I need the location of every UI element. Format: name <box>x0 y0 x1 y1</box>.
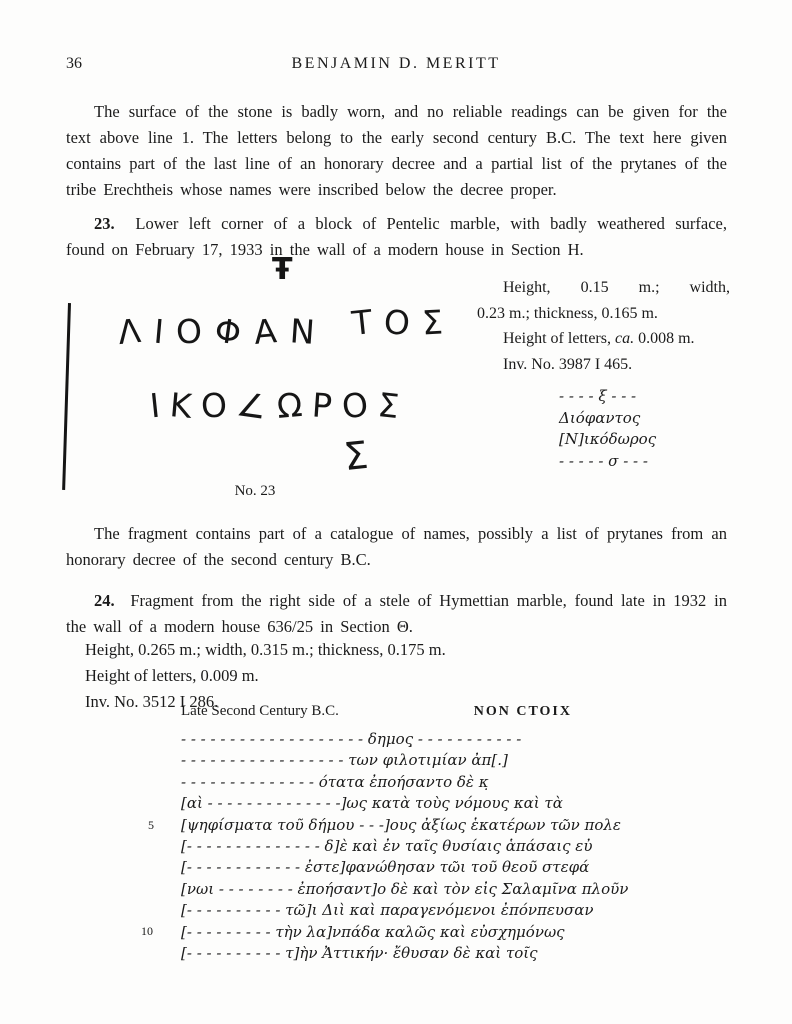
greek-line: [νωι - - - - - - - - ἐποήσαντ]ο δὲ καὶ τὸν εἰς Σαλαμῖνα πλοῦν <box>181 879 629 898</box>
intro-paragraph: The surface of the stone is badly worn, and no reliable readings can be given for the text above line 1. The letters belong to the early second century B.C. The text here given contains part of the last line of an honorary decree and a partial list of the prytanes of the tribe Erechtheis whose names were inscribed below the decree proper. <box>66 101 727 199</box>
dim24-line: Height of letters, 0.009 m. <box>85 666 259 685</box>
transcription-23-line: Διόφαντος <box>559 408 641 427</box>
drawing-row-1-right: Τ Ο Σ <box>350 301 445 344</box>
dim23-line3-ca: ca. <box>614 330 635 347</box>
drawing-row-2: Ι Κ Ο ∠ Ω Ρ Ο Σ <box>147 384 401 427</box>
date-label: Late Second Century B.C. <box>181 703 339 719</box>
dim23-line1: Height, 0.15 m.; width, <box>503 279 730 296</box>
transcription-23 <box>559 386 656 472</box>
dimensions-23 <box>477 275 730 377</box>
entry-24-text: Fragment from the right side of a stele of Hymettian marble, found late in 1932 in the wall of a modern house 636/25 in Section Θ. <box>66 590 728 636</box>
greek-line: [ψηφίσματα τοῦ δήμου - - -]ους ἀξίως ἑκατέρων τῶν πολε <box>181 815 621 834</box>
entry-24-paragraph <box>66 588 727 640</box>
drawing-row-3: Σ <box>341 432 371 480</box>
greek-line: [- - - - - - - - - - τῶ]ι Διὶ καὶ παραγενόμενοι ἐπόνπευσαν <box>181 901 594 920</box>
running-head: BENJAMIN D. MERITT <box>291 55 501 72</box>
greek-line: [- - - - - - - - - - - - ἐστε]φανώθησαν τῶι τοῦ θεοῦ στεφά <box>181 858 590 877</box>
entry-24-number: 24. <box>94 590 115 610</box>
dim23-line4: Inv. No. 3987 I 465. <box>503 355 633 373</box>
dim23-line3-post: 0.008 m. <box>634 330 695 347</box>
fragment-paragraph: The fragment contains part of a catalogue of names, possibly a list of prytanes from an honorary decree of the second century B.C. <box>66 523 727 569</box>
greek-line: - - - - - - - - - - - - - - - - - των φιλοτιμίαν ἀπ[.] <box>181 751 508 770</box>
greek-line: [αὶ - - - - - - - - - - - - - -]ως κατὰ τοὺς νόμους καὶ τὰ <box>181 794 563 813</box>
greek-text-heading <box>181 703 572 720</box>
transcription-23-line: - - - - ξ - - - <box>559 387 637 405</box>
dim24-line: Height, 0.265 m.; width, 0.315 m.; thickness, 0.175 m. <box>85 640 446 659</box>
entry-23-number: 23. <box>94 213 115 233</box>
stone-edge-line <box>62 303 71 490</box>
greek-line: - - - - - - - - - - - - - - ότατα ἐποήσαντο δὲ κ̣ <box>181 772 489 791</box>
greek-line: [- - - - - - - - - τὴν λα]νπάδα καλῶς καὶ εὐσχημόνως <box>181 922 565 941</box>
dim23-line3 <box>477 326 730 352</box>
dim23-line2: 0.23 m.; thickness, 0.165 m. <box>477 304 658 322</box>
drawing-row-1-left: Λ Ι Ο Φ Α Ν <box>116 310 316 353</box>
dim24-line: Inv. No. 3512 I 286. <box>85 692 219 711</box>
non-stoichedon-label: NON CTOIX <box>473 704 572 719</box>
greek-text-24 <box>181 729 628 964</box>
line-number-10: 10 <box>141 924 153 938</box>
transcription-23-line: [Ν]ικόδωρος <box>559 430 657 448</box>
line-number-5: 5 <box>148 818 154 832</box>
transcription-23-line: - - - - - σ - - - <box>559 451 648 470</box>
figure-caption: No. 23 <box>234 483 276 499</box>
greek-line: [- - - - - - - - - - - - - - δ]ὲ καὶ ἐν ταῖς θυσίαις ἁπάσαις εὐ <box>181 837 593 856</box>
entry-23-paragraph <box>66 211 727 263</box>
dim23-line3-pre: Height of letters, <box>503 330 615 347</box>
xi-symbol: Ŧ <box>272 252 293 287</box>
page-number: 36 <box>66 55 82 72</box>
greek-line: [- - - - - - - - - - τ]ὴν Ἀττικήν· ἔθυσαν δὲ καὶ τοῖς <box>181 944 538 963</box>
entry-23-text: Lower left corner of a block of Pentelic marble, with badly weathered surface, found on February 17, 1933 in the wall of a modern house in Section H. <box>66 213 728 259</box>
greek-line: - - - - - - - - - - - - - - - - - - - δημος̣ - - - - - - - - - - - <box>181 730 522 748</box>
